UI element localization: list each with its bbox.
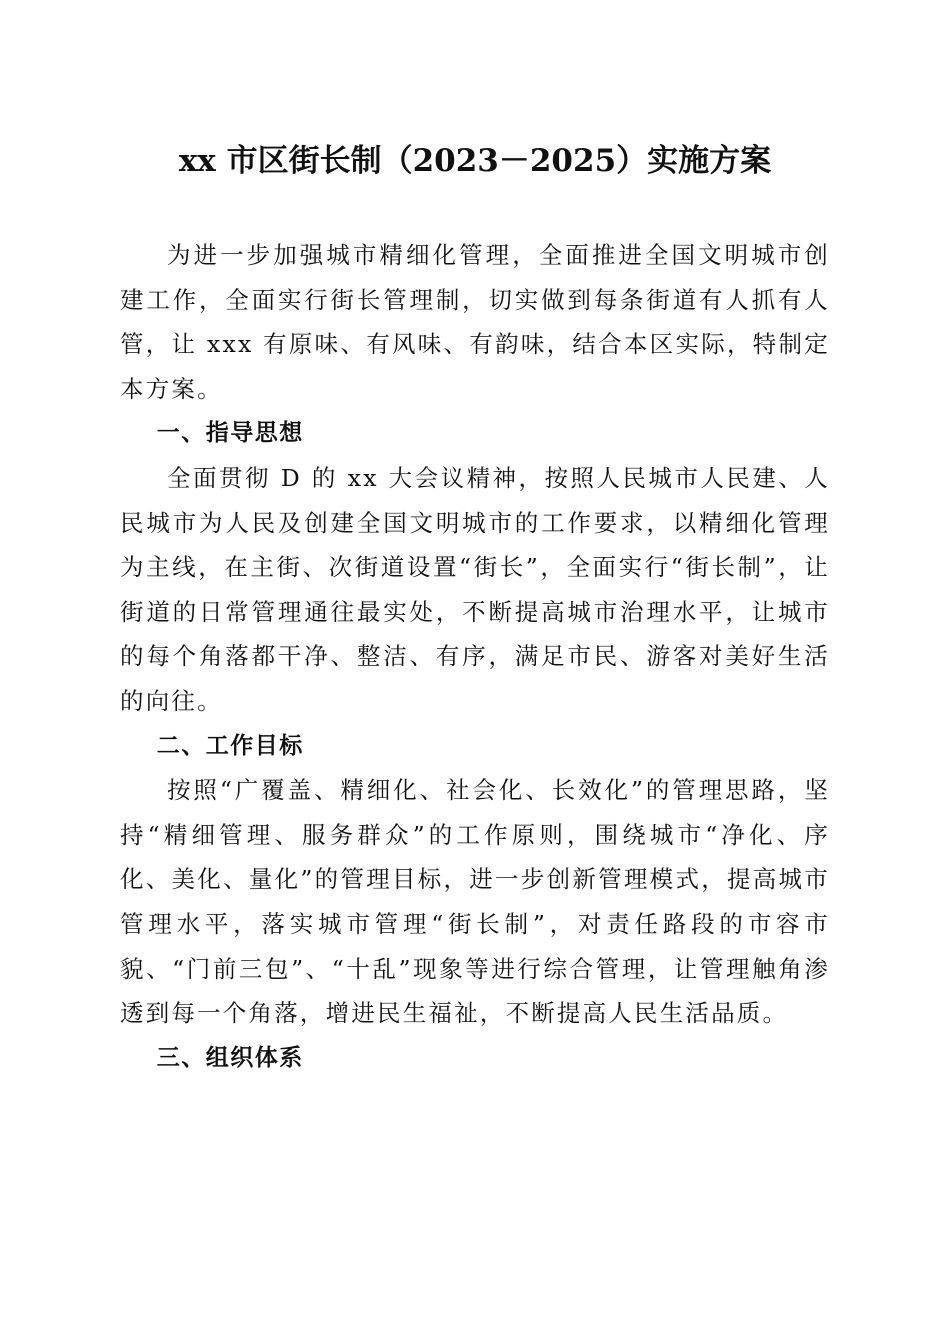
section-heading-work-goals: 二、工作目标 [156,732,304,759]
section-heading-organization-system: 三、组织体系 [156,1044,304,1071]
document-title: xx 市区街长制（2023－2025）实施方案 [178,143,772,179]
intro-paragraph: 为进一步加强城市精细化管理，全面推进全国文明城市创建工作，全面实行街长管理制，切实做到每条街道有人抓有人管，让 xxx 有原味、有风味、有韵味，结合本区实际，特制定本方案。 [120,241,830,403]
section-body-guiding-ideology: 全面贯彻 D 的 xx 大会议精神，按照人民城市人民建、人民城市为人民及创建全国文明城市的工作要求，以精细化管理为主线，在主街、次街道设置“街长”，全面实行“街长制”，让街道的日常管理通往最实处，不断提高城市治理水平，让城市的每个角落都干净、整洁、有序，满足市民、游客对美好生活的向往。 [120,463,830,715]
section-heading-guiding-ideology: 一、指导思想 [156,420,304,447]
section-body-work-goals: 按照“广覆盖、精细化、社会化、长效化”的管理思路，坚持“精细管理、服务群众”的工作原则，围绕城市“净化、序化、美化、量化”的管理目标，进一步创新管理模式，提高城市管理水平，落实城市管理“街长制”，对责任路段的市容市貌、“门前三包”、“十乱”现象等进行综合管理，让管理触角渗透到每一个角落，增进民生福祉，不断提高人民生活品质。 [120,776,830,1028]
document-body [120,233,830,1080]
